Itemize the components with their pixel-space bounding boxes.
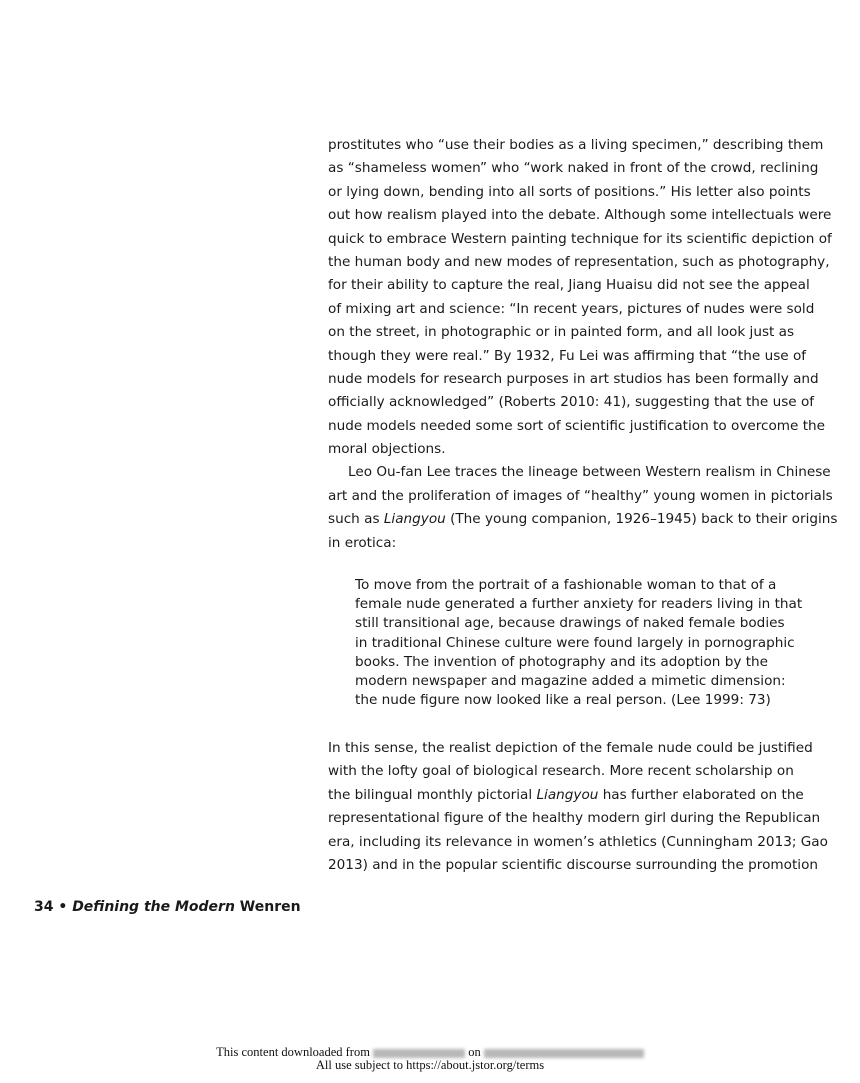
text-line: with the lofty goal of biological research. More recent scholarship on	[328, 763, 794, 780]
page-number: 34	[34, 899, 54, 915]
text-line: of mixing art and science: “In recent years, pictures of nudes were sold	[328, 300, 815, 317]
text-line: or lying down, bending into all sorts of positions.” His letter also points	[328, 183, 811, 200]
text-line: nude models for research purposes in art studios has been formally and	[328, 370, 819, 387]
text: (The young companion, 1926–1945) back to their origins	[445, 511, 838, 528]
text: such as	[328, 511, 384, 528]
text-line: representational figure of the healthy modern girl during the Republican	[328, 810, 821, 827]
body-paragraph-3	[328, 737, 828, 877]
book-title-end: Wenren	[234, 899, 301, 915]
text-line: out how realism played into the debate. Although some intellectuals were	[328, 207, 832, 224]
quote-line: To move from the portrait of a fashionable woman to that of a	[355, 577, 777, 593]
text-line	[328, 784, 804, 807]
quote-line: books. The invention of photography and its adoption by the	[355, 653, 769, 670]
text-line: In this sense, the realist depiction of the female nude could be justified	[328, 740, 813, 756]
quote-line: in traditional Chinese culture were found largely in pornographic	[355, 634, 795, 651]
body-paragraph-1	[328, 134, 838, 555]
jstor-notice	[0, 1046, 860, 1072]
redacted-date	[484, 1049, 644, 1058]
text-line: for their ability to capture the real, Jiang Huaisu did not see the appeal	[328, 277, 810, 294]
text-line: art and the proliferation of images of “healthy” young women in pictorials	[328, 487, 833, 504]
quote-line: modern newspaper and magazine added a mimetic dimension:	[355, 672, 786, 689]
text: on	[465, 1045, 484, 1059]
text-line	[328, 508, 838, 531]
text-line: era, including its relevance in women’s athletics (Cunningham 2013; Gao	[328, 833, 828, 850]
text-line: moral objections.	[328, 441, 446, 458]
text-line: the human body and new modes of representation, such as photography,	[328, 253, 830, 270]
running-footer	[34, 899, 301, 915]
redacted-ip	[373, 1049, 465, 1058]
bullet: •	[53, 899, 73, 915]
text-line: nude models needed some sort of scientific justification to overcome the	[328, 417, 826, 434]
download-line	[0, 1046, 860, 1059]
text-line: officially acknowledged” (Roberts 2010: 41), suggesting that the use of	[328, 394, 815, 411]
text-line: in erotica:	[328, 534, 397, 551]
quote-line: still transitional age, because drawings of naked female bodies	[355, 615, 785, 632]
text: the bilingual monthly pictorial	[328, 786, 537, 803]
text: This content downloaded from	[216, 1045, 374, 1059]
quote-line: female nude generated a further anxiety for readers living in that	[355, 596, 803, 613]
terms-line: All use subject to https://about.jstor.org/terms	[315, 1058, 545, 1072]
text-line: though they were real.” By 1932, Fu Lei was affirming that “the use of	[328, 347, 807, 364]
book-title: Defining the Modern	[72, 899, 235, 915]
quote-line: the nude figure now looked like a real person. (Lee 1999: 73)	[355, 692, 771, 709]
journal-title: Liangyou	[383, 511, 446, 528]
text-line: prostitutes who “use their bodies as a living specimen,” describing them	[328, 137, 824, 153]
text: has further elaborated on the	[598, 786, 804, 803]
text-line: as “shameless women” who “work naked in front of the crowd, reclining	[328, 160, 819, 177]
text-line: on the street, in photographic or in painted form, and all look just as	[328, 324, 795, 341]
block-quote	[355, 576, 803, 710]
text-line: quick to embrace Western painting technique for its scientific depiction of	[328, 230, 832, 247]
text-line: Leo Ou-fan Lee traces the lineage between Western realism in Chinese	[348, 464, 831, 481]
journal-title: Liangyou	[536, 786, 599, 803]
text-line: 2013) and in the popular scientific discourse surrounding the promotion	[328, 856, 819, 873]
